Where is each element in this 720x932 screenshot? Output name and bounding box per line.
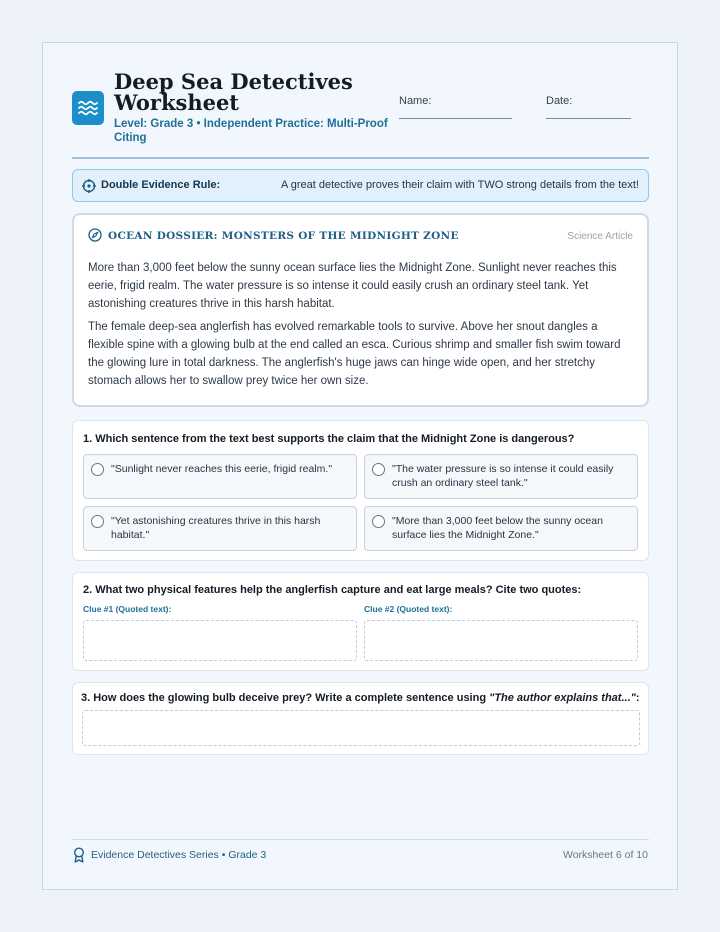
radio-button[interactable] — [372, 463, 385, 476]
clue-2-answer-box[interactable] — [364, 620, 638, 661]
q1-option-c[interactable] — [83, 506, 357, 551]
question-1-card — [72, 420, 649, 561]
question-3-card — [72, 682, 649, 755]
worksheet-page — [42, 42, 678, 890]
date-field[interactable] — [546, 118, 631, 119]
ribbon-icon — [72, 847, 86, 863]
sentence-starter: "The author explains that..." — [489, 692, 636, 704]
dossier-title: OCEAN DOSSIER: MONSTERS OF THE MIDNIGHT ZONE — [108, 230, 459, 242]
evidence-rule-text: A great detective proves their claim with TWO strong details from the text! — [280, 179, 639, 191]
page-title — [114, 71, 394, 113]
question-3-text — [81, 692, 640, 704]
question-3-prompt: 3. How does the glowing bulb deceive prey? Write a complete sentence using — [81, 692, 490, 704]
radio-button[interactable] — [91, 463, 104, 476]
title-line-2: Worksheet — [114, 90, 240, 115]
radio-button[interactable] — [91, 515, 104, 528]
footer-series: Evidence Detectives Series • Grade 3 — [91, 849, 267, 861]
question-1-text: 1. Which sentence from the text best supports the claim that the Midnight Zone is dangerous? — [83, 433, 575, 445]
option-text: "Yet astonishing creatures thrive in this harsh habitat." — [111, 515, 321, 541]
ocean-dossier-article — [72, 213, 649, 407]
question-2-text: 2. What two physical features help the anglerfish capture and eat large meals? Cite two quotes: — [83, 584, 582, 596]
evidence-rule-callout — [72, 169, 649, 202]
clue-1-label: Clue #1 (Quoted text): — [83, 604, 172, 614]
option-text: "More than 3,000 feet below the sunny ocean surface lies the Midnight Zone." — [392, 515, 603, 541]
option-text: "The water pressure is so intense it could easily crush an ordinary steel tank." — [392, 463, 614, 489]
compass-icon — [88, 228, 102, 242]
title-line-1: Deep Sea Detectives — [114, 69, 353, 94]
question-3-answer-box[interactable] — [82, 710, 640, 746]
footer-page-number: Worksheet 6 of 10 — [562, 849, 648, 861]
target-icon — [82, 179, 96, 193]
name-label: Name: — [399, 95, 432, 107]
header-divider — [72, 157, 649, 159]
date-label: Date: — [546, 95, 573, 107]
dossier-tag: Science Article — [567, 231, 633, 242]
clue-2-label: Clue #2 (Quoted text): — [364, 604, 453, 614]
q1-option-a[interactable] — [83, 454, 357, 499]
waves-icon — [72, 91, 104, 125]
footer-divider — [72, 839, 649, 840]
name-field[interactable] — [399, 118, 512, 119]
q1-option-b[interactable] — [364, 454, 638, 499]
level-subtitle: Level: Grade 3 • Independent Practice: Multi-Proof Citing — [114, 118, 388, 144]
question-3-colon: : — [635, 692, 640, 704]
radio-button[interactable] — [372, 515, 385, 528]
article-paragraph: More than 3,000 feet below the sunny ocean surface lies the Midnight Zone. Sunlight never reaches this eerie, frigid realm. The water pressure is so intense it could easily crush an ordinary steel tank. Yet astonishing creatures thrive in this harsh habitat. — [88, 262, 617, 310]
evidence-rule-label: Double Evidence Rule: — [101, 179, 221, 191]
article-paragraph: The female deep-sea anglerfish has evolved remarkable tools to survive. Above her snout dangles a flexible spine with a glowing bulb at the end called an esca. Curious shrimp and smaller fish swim toward the glowing lure in total darkness. The anglerfish's huge jaws can hinge wide open, and her stretchy stomach allows her to swallow prey twice her own size. — [88, 321, 621, 387]
q1-option-d[interactable] — [364, 506, 638, 551]
question-2-card — [72, 572, 649, 671]
clue-1-answer-box[interactable] — [83, 620, 357, 661]
option-text: "Sunlight never reaches this eerie, frigid realm." — [111, 463, 333, 475]
